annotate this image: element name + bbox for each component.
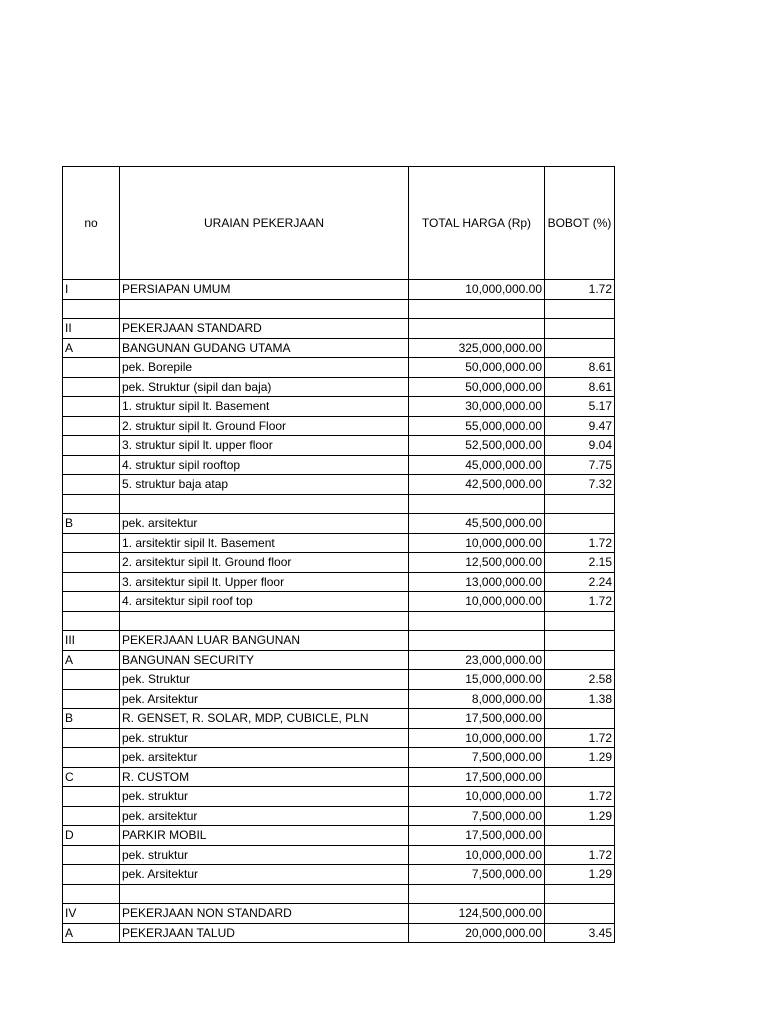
cell-no xyxy=(63,475,120,495)
cell-description: R. CUSTOM xyxy=(120,767,409,787)
cell-description: 4. arsitektur sipil roof top xyxy=(120,592,409,612)
header-weight: BOBOT (%) xyxy=(545,167,615,280)
cell-total: 12,500,000.00 xyxy=(409,553,545,573)
cell-no xyxy=(63,397,120,417)
cell-weight xyxy=(545,767,615,787)
cell-total xyxy=(409,611,545,631)
cell-total: 17,500,000.00 xyxy=(409,709,545,729)
cell-no xyxy=(63,416,120,436)
table-row xyxy=(63,514,615,534)
cell-weight: 1.29 xyxy=(545,865,615,885)
cell-weight: 9.47 xyxy=(545,416,615,436)
cell-total: 325,000,000.00 xyxy=(409,338,545,358)
cell-weight xyxy=(545,631,615,651)
table-row xyxy=(63,689,615,709)
cell-total: 17,500,000.00 xyxy=(409,767,545,787)
table-row xyxy=(63,319,615,339)
cell-description: pek. struktur xyxy=(120,728,409,748)
cell-total: 10,000,000.00 xyxy=(409,592,545,612)
cell-no xyxy=(63,494,120,514)
table-row xyxy=(63,806,615,826)
cell-weight: 3.45 xyxy=(545,923,615,943)
cell-total xyxy=(409,884,545,904)
table-row xyxy=(63,709,615,729)
table-row xyxy=(63,299,615,319)
cell-total: 13,000,000.00 xyxy=(409,572,545,592)
cell-description: pek. struktur xyxy=(120,845,409,865)
cell-description: pek. arsitektur xyxy=(120,806,409,826)
table-row xyxy=(63,865,615,885)
cell-total: 7,500,000.00 xyxy=(409,865,545,885)
cell-total: 10,000,000.00 xyxy=(409,787,545,807)
cell-description: BANGUNAN GUDANG UTAMA xyxy=(120,338,409,358)
cell-total: 10,000,000.00 xyxy=(409,533,545,553)
table-row xyxy=(63,494,615,514)
cell-weight xyxy=(545,904,615,924)
cell-no: D xyxy=(63,826,120,846)
table-row xyxy=(63,611,615,631)
cell-weight xyxy=(545,338,615,358)
cell-description: pek. Borepile xyxy=(120,358,409,378)
cell-no: III xyxy=(63,631,120,651)
table-row xyxy=(63,338,615,358)
cell-description: pek. Struktur xyxy=(120,670,409,690)
cell-weight: 8.61 xyxy=(545,358,615,378)
cell-description: 4. struktur sipil rooftop xyxy=(120,455,409,475)
table-row xyxy=(63,670,615,690)
cell-total: 23,000,000.00 xyxy=(409,650,545,670)
cell-weight: 1.72 xyxy=(545,280,615,300)
cell-description: PERSIAPAN UMUM xyxy=(120,280,409,300)
cell-description: 1. arsitektir sipil lt. Basement xyxy=(120,533,409,553)
cell-no xyxy=(63,611,120,631)
cell-description: PARKIR MOBIL xyxy=(120,826,409,846)
table-row xyxy=(63,572,615,592)
cell-description: BANGUNAN SECURITY xyxy=(120,650,409,670)
cell-weight: 5.17 xyxy=(545,397,615,417)
cell-total: 45,500,000.00 xyxy=(409,514,545,534)
cell-weight xyxy=(545,611,615,631)
cell-total: 20,000,000.00 xyxy=(409,923,545,943)
header-total-price: TOTAL HARGA (Rp) xyxy=(409,167,545,280)
cell-no: IV xyxy=(63,904,120,924)
cell-weight xyxy=(545,299,615,319)
cell-total: 7,500,000.00 xyxy=(409,806,545,826)
cell-weight: 2.15 xyxy=(545,553,615,573)
cell-description: PEKERJAAN TALUD xyxy=(120,923,409,943)
cell-description: pek. Arsitektur xyxy=(120,689,409,709)
cell-no: A xyxy=(63,338,120,358)
table-row xyxy=(63,767,615,787)
table-row xyxy=(63,650,615,670)
cell-weight: 1.29 xyxy=(545,806,615,826)
cell-no xyxy=(63,787,120,807)
table-row xyxy=(63,592,615,612)
cell-no xyxy=(63,670,120,690)
table-row xyxy=(63,475,615,495)
table-row xyxy=(63,280,615,300)
table-row xyxy=(63,397,615,417)
cell-no: C xyxy=(63,767,120,787)
cell-no: A xyxy=(63,650,120,670)
cell-no xyxy=(63,572,120,592)
table-row xyxy=(63,826,615,846)
cell-no xyxy=(63,299,120,319)
cell-total: 42,500,000.00 xyxy=(409,475,545,495)
cell-description xyxy=(120,611,409,631)
cell-description xyxy=(120,299,409,319)
cell-weight xyxy=(545,319,615,339)
cell-no xyxy=(63,358,120,378)
cell-description: PEKERJAAN STANDARD xyxy=(120,319,409,339)
cell-description: 5. struktur baja atap xyxy=(120,475,409,495)
cell-description: pek. Arsitektur xyxy=(120,865,409,885)
cell-no xyxy=(63,592,120,612)
cell-no xyxy=(63,884,120,904)
cell-no: II xyxy=(63,319,120,339)
cell-no xyxy=(63,806,120,826)
cell-total: 10,000,000.00 xyxy=(409,845,545,865)
cell-no xyxy=(63,865,120,885)
cell-no xyxy=(63,689,120,709)
cell-no xyxy=(63,377,120,397)
table-row xyxy=(63,884,615,904)
cell-weight: 1.72 xyxy=(545,592,615,612)
cell-description: pek. Struktur (sipil dan baja) xyxy=(120,377,409,397)
cell-description: pek. arsitektur xyxy=(120,748,409,768)
cell-description: 2. struktur sipil lt. Ground Floor xyxy=(120,416,409,436)
cell-total: 124,500,000.00 xyxy=(409,904,545,924)
cell-no xyxy=(63,455,120,475)
cell-weight: 1.72 xyxy=(545,845,615,865)
cell-description: pek. arsitektur xyxy=(120,514,409,534)
cell-weight: 2.24 xyxy=(545,572,615,592)
cell-weight: 7.32 xyxy=(545,475,615,495)
cell-weight: 8.61 xyxy=(545,377,615,397)
cell-weight: 1.29 xyxy=(545,748,615,768)
cell-weight xyxy=(545,650,615,670)
cell-total: 15,000,000.00 xyxy=(409,670,545,690)
cell-description: 2. arsitektur sipil lt. Ground floor xyxy=(120,553,409,573)
cell-description: 1. struktur sipil lt. Basement xyxy=(120,397,409,417)
table-row xyxy=(63,416,615,436)
cell-total xyxy=(409,631,545,651)
cell-description: 3. arsitektur sipil lt. Upper floor xyxy=(120,572,409,592)
cell-weight: 1.38 xyxy=(545,689,615,709)
header-description: URAIAN PEKERJAAN xyxy=(120,167,409,280)
cell-total: 50,000,000.00 xyxy=(409,358,545,378)
cell-no: I xyxy=(63,280,120,300)
cell-weight xyxy=(545,826,615,846)
cell-no xyxy=(63,748,120,768)
cell-total: 52,500,000.00 xyxy=(409,436,545,456)
cell-description: PEKERJAAN LUAR BANGUNAN xyxy=(120,631,409,651)
cell-no xyxy=(63,553,120,573)
table-row xyxy=(63,436,615,456)
cell-total: 30,000,000.00 xyxy=(409,397,545,417)
table-row xyxy=(63,787,615,807)
cell-no: B xyxy=(63,514,120,534)
cell-no xyxy=(63,436,120,456)
cell-total xyxy=(409,299,545,319)
cell-description: R. GENSET, R. SOLAR, MDP, CUBICLE, PLN xyxy=(120,709,409,729)
cell-total: 8,000,000.00 xyxy=(409,689,545,709)
table-body xyxy=(63,280,615,943)
table-row xyxy=(63,377,615,397)
cell-weight: 1.72 xyxy=(545,533,615,553)
cell-no xyxy=(63,533,120,553)
cell-no xyxy=(63,845,120,865)
cell-total: 55,000,000.00 xyxy=(409,416,545,436)
cost-breakdown-table xyxy=(62,166,615,943)
cell-no: A xyxy=(63,923,120,943)
cell-total: 17,500,000.00 xyxy=(409,826,545,846)
cell-total: 10,000,000.00 xyxy=(409,728,545,748)
header-no: no xyxy=(63,167,120,280)
table-row xyxy=(63,631,615,651)
cell-description: 3. struktur sipil lt. upper floor xyxy=(120,436,409,456)
cell-weight xyxy=(545,494,615,514)
table-row xyxy=(63,845,615,865)
table-row xyxy=(63,904,615,924)
cell-no: B xyxy=(63,709,120,729)
cell-total: 10,000,000.00 xyxy=(409,280,545,300)
cell-total: 50,000,000.00 xyxy=(409,377,545,397)
cell-no xyxy=(63,728,120,748)
table-row xyxy=(63,533,615,553)
table-row xyxy=(63,923,615,943)
cell-total xyxy=(409,319,545,339)
table-row xyxy=(63,728,615,748)
cell-weight: 2.58 xyxy=(545,670,615,690)
table-row xyxy=(63,455,615,475)
cell-total xyxy=(409,494,545,514)
table-row xyxy=(63,748,615,768)
table-row xyxy=(63,553,615,573)
cell-description xyxy=(120,494,409,514)
cell-total: 7,500,000.00 xyxy=(409,748,545,768)
table-row xyxy=(63,358,615,378)
cell-weight xyxy=(545,709,615,729)
cell-weight: 9.04 xyxy=(545,436,615,456)
cell-weight: 1.72 xyxy=(545,787,615,807)
cell-description: PEKERJAAN NON STANDARD xyxy=(120,904,409,924)
cell-total: 45,000,000.00 xyxy=(409,455,545,475)
cell-weight: 1.72 xyxy=(545,728,615,748)
table-header-row xyxy=(63,167,615,280)
cell-description: pek. struktur xyxy=(120,787,409,807)
cell-description xyxy=(120,884,409,904)
cell-weight: 7.75 xyxy=(545,455,615,475)
cell-weight xyxy=(545,514,615,534)
cell-weight xyxy=(545,884,615,904)
